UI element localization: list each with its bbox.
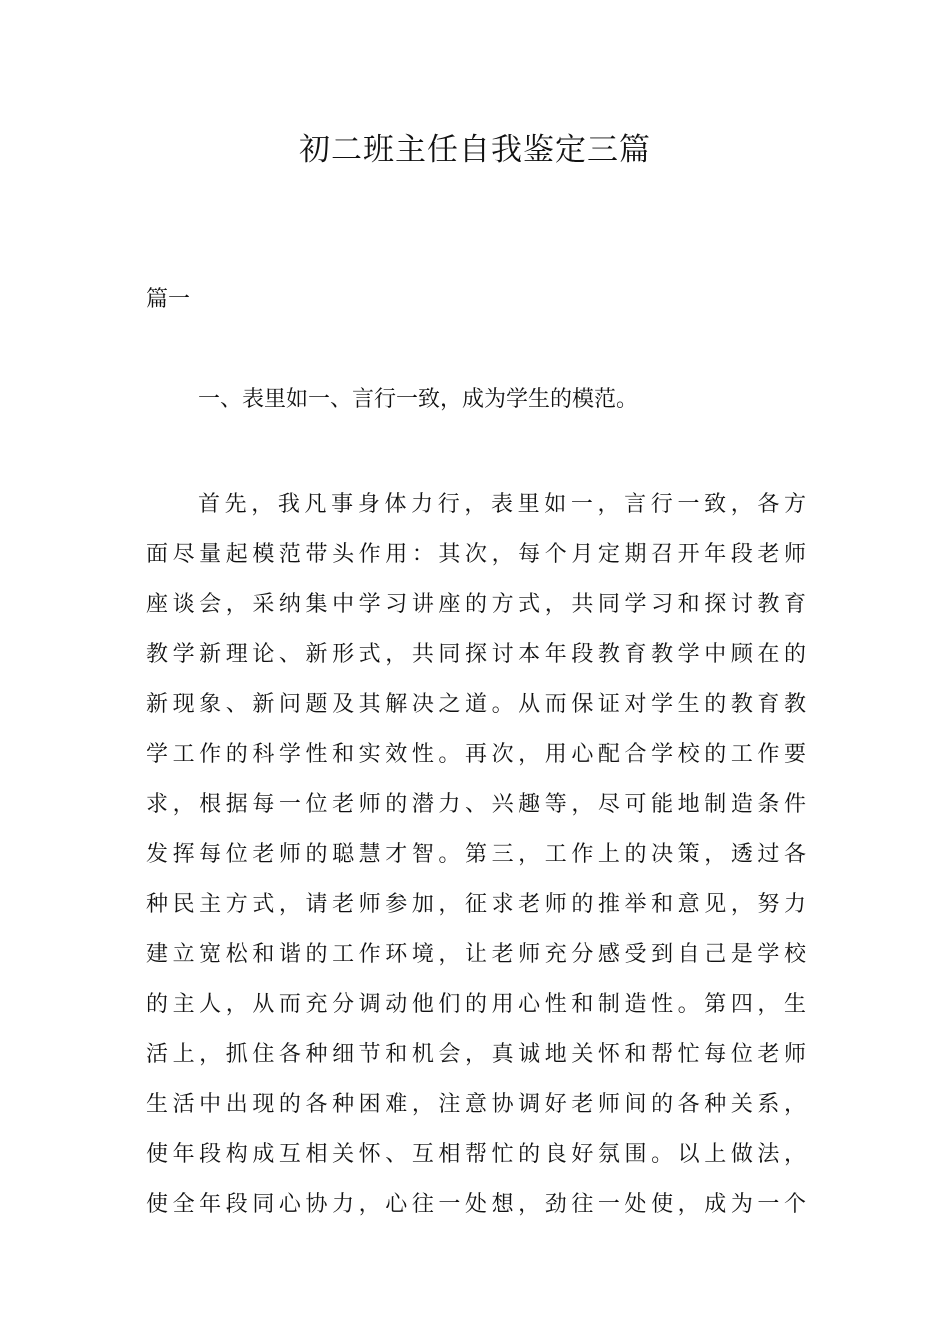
body-line: 生活中出现的各种困难，注意协调好老师间的各种关系， <box>146 1092 806 1117</box>
body-line: 座谈会，采纳集中学习讲座的方式，共同学习和探讨教育 <box>146 592 806 617</box>
body-line: 的主人，从而充分调动他们的用心性和制造性。第四，生 <box>146 992 806 1017</box>
body-line: 使年段构成互相关怀、互相帮忙的良好氛围。以上做法， <box>146 1142 806 1167</box>
body-line: 学工作的科学性和实效性。再次，用心配合学校的工作要 <box>146 742 806 767</box>
body-line: 发挥每位老师的聪慧才智。第三，工作上的决策，透过各 <box>146 842 806 867</box>
body-line: 活上，抓住各种细节和机会，真诚地关怀和帮忙每位老师 <box>146 1042 806 1067</box>
section-label: 篇一 <box>146 287 191 312</box>
body-line: 使全年段同心协力，心往一处想，劲往一处使，成为一个 <box>146 1192 806 1217</box>
section-heading: 一、表里如一、言行一致，成为学生的模范。 <box>198 387 639 412</box>
body-paragraph <box>146 480 806 1230</box>
body-line: 新现象、新问题及其解决之道。从而保证对学生的教育教 <box>146 692 806 717</box>
body-line: 求，根据每一位老师的潜力、兴趣等，尽可能地制造条件 <box>146 792 806 817</box>
body-line: 面尽量起模范带头作用：其次，每个月定期召开年段老师 <box>146 542 806 567</box>
body-line: 首先，我凡事身体力行，表里如一，言行一致，各方 <box>198 492 806 517</box>
body-line: 教学新理论、新形式，共同探讨本年段教育教学中顾在的 <box>146 642 806 667</box>
body-line: 种民主方式，请老师参加，征求老师的推举和意见，努力 <box>146 892 806 917</box>
body-line: 建立宽松和谐的工作环境，让老师充分感受到自己是学校 <box>146 942 806 967</box>
document-title: 初二班主任自我鉴定三篇 <box>299 132 651 168</box>
